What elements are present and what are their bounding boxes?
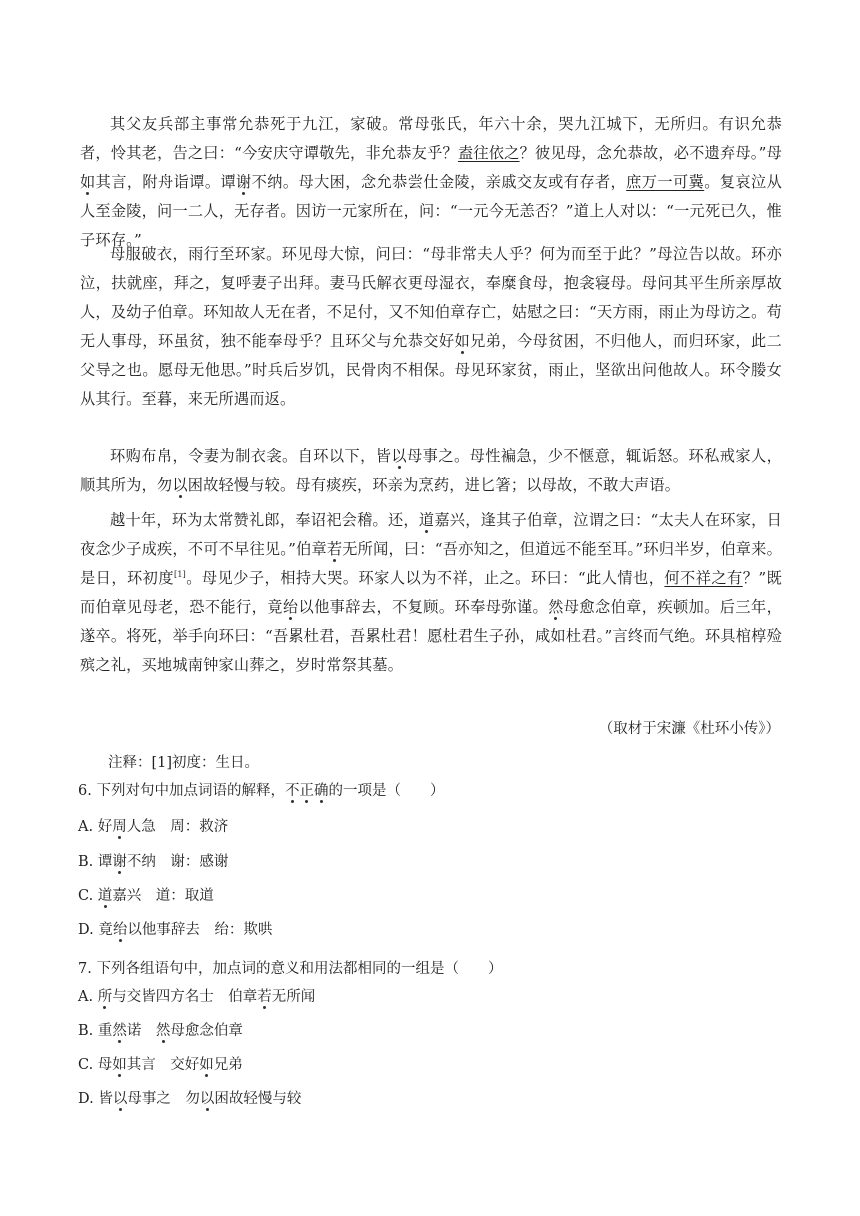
text-run: 其言，附舟诣谭。谭	[95, 173, 237, 191]
dotted-word: 道	[418, 511, 435, 529]
text-run: 兄弟，今母贫困，不归他人，而归环家，此二父导之也。愿母无他思。”时兵后岁饥，民骨肉不相保。母见环家贫，雨止，坚欲出问他故人。环令媵女从其行。至暮，来无所遇而返。	[80, 332, 782, 408]
dotted-word: 以	[172, 476, 188, 494]
dotted-word: 以	[112, 1091, 128, 1107]
underlined-phrase: 何不祥之有	[664, 569, 743, 587]
text-run: 人急 周：救济	[126, 819, 229, 835]
passage-paragraph-2	[80, 240, 782, 414]
dotted-word: 如	[80, 173, 96, 191]
text-run: 皆	[93, 1091, 113, 1107]
text-run: 母愈念伯章，疾顿加。后三年，遂卒。将死，举手向环曰：“吾累杜君，吾累杜君！愿杜君生子孙，咸如杜君。”言终而气绝。环具棺椁殓殡之礼，买地城南钟家山葬之，岁时常祭其墓。	[80, 598, 782, 674]
text-run: 的一项是（ ）	[328, 783, 445, 799]
text-run: 。复哀泣从人至金陵，问一二人，无存者。因访一元家所在，问：“一元今无恙否？”道上人对以：“一元死已久，惟子环存。”	[80, 173, 782, 249]
option-letter: B.	[78, 854, 94, 870]
question-6-option-b[interactable]	[78, 851, 228, 873]
footnote-marker: [1]	[174, 569, 186, 579]
passage-paragraph-4	[80, 506, 782, 680]
passage-paragraph-3	[80, 442, 782, 500]
dotted-word: 若	[326, 540, 343, 558]
dotted-word: 周	[112, 819, 127, 835]
text-run: 诺	[126, 1023, 156, 1039]
text-run: 好	[93, 819, 113, 835]
question-7-option-c[interactable]	[78, 1054, 243, 1076]
text-run: 其言 交好	[126, 1057, 200, 1073]
question-7-stem: 7. 下列各组语句中，加点词的意义和用法都相同的一组是（ ）	[78, 961, 503, 977]
underlined-phrase: 庶万一可冀	[626, 173, 705, 191]
text-run: 困故轻慢与较	[214, 1091, 302, 1107]
text-run: 不纳 谢：感谢	[126, 854, 229, 870]
question-6-stem	[78, 780, 444, 802]
text-run: 谭	[93, 854, 113, 870]
text-run: 以他事辞去，不复顾。环奉母弥谨。	[298, 598, 549, 616]
passage-paragraph-1	[80, 110, 782, 255]
dotted-word: 然	[548, 598, 564, 616]
option-letter: D.	[78, 922, 94, 938]
dotted-word: 如	[112, 1057, 127, 1073]
text-run: 6. 下列对句中加点词语的解释，	[78, 783, 285, 799]
option-letter: D.	[78, 1091, 94, 1107]
text-run: 重	[93, 1023, 113, 1039]
text-run: 嘉兴 道：取道	[112, 888, 214, 904]
dotted-word: 绐	[282, 598, 299, 616]
dotted-word: 然	[112, 1023, 127, 1039]
text-run: 母	[93, 1057, 113, 1073]
text-run: 母愈念伯章	[170, 1023, 243, 1039]
dotted-word: 如	[199, 1057, 214, 1073]
dotted-word: 如	[454, 332, 471, 350]
text-run: 困故轻慢与较。母有痰疾，环亲为烹药，进匕箸；以母故，不敢大声语。	[187, 476, 681, 494]
option-letter: A.	[78, 819, 94, 835]
text-run: 。母见少子，相持大哭。环家人以为不祥，止之。环曰：“此人情也，	[185, 569, 665, 587]
question-6-option-d[interactable]	[78, 919, 272, 941]
option-letter: C.	[78, 1057, 94, 1073]
text-run: ？”既而伯章见母老，恐不能行，竟	[80, 569, 783, 616]
footnote: 注释：[1]初度：生日。	[108, 755, 260, 771]
option-letter: C.	[78, 888, 94, 904]
text-run: 无所闻	[271, 989, 316, 1005]
dotted-word: 若	[257, 989, 272, 1005]
text-run: 竟	[93, 922, 113, 938]
question-7-option-d[interactable]	[78, 1088, 301, 1110]
dotted-word: 然	[155, 1023, 171, 1039]
question-6-option-a[interactable]	[78, 816, 228, 838]
source-citation: （取材于宋濂《杜环小传》）	[598, 721, 780, 737]
dotted-word: 确	[313, 783, 329, 799]
option-letter: B.	[78, 1023, 94, 1039]
dotted-word: 正	[299, 783, 314, 799]
text-run: 母事之。母性褊急，少不惬意，辄诟怒。环私戒家人，顺其所为，勿	[80, 447, 782, 494]
text-run: 母事之 勿	[127, 1091, 200, 1107]
dotted-word: 不	[284, 783, 300, 799]
text-run: 母服破衣，雨行至环家。环见母大惊，问曰：“母非常夫人乎？何为而至于此？”母泣告以故。环亦泣，扶就座，拜之，复呼妻子出拜。妻马氏解衣更母湿衣，奉糜食母，抱衾寝母。母问其平生所亲厚故人，及幼子伯章。环知故人无在者，不足付，又不知伯章存亡，姑慰之曰：“天方雨，雨止为母访之。苟无人事母，环虽贫，独不能奉母乎？且环父与允恭交好	[80, 245, 782, 350]
text-run: 嘉兴，逢其子伯章，泣谓之曰：“太夫人在环家，日夜念少子成疾，不可不早往见。”伯章	[80, 511, 783, 558]
dotted-word: 以	[391, 447, 408, 465]
text-run: 环购布帛，令妻为制衣衾。自环以下，皆	[110, 447, 392, 465]
dotted-word: 所	[97, 989, 113, 1005]
text-run: 以他事辞去 绐：欺哄	[127, 922, 273, 938]
question-7-option-a[interactable]	[78, 986, 315, 1008]
question-6-option-c[interactable]	[78, 885, 214, 907]
text-run: 兄弟	[213, 1057, 243, 1073]
underlined-phrase: 盍往依之	[457, 144, 520, 162]
text-run: 不纳。母大困，念允恭尝仕金陵，亲戚交友或有存者，	[251, 173, 627, 191]
dotted-word: 绐	[112, 922, 128, 938]
text-run	[93, 989, 98, 1005]
dotted-word: 谢	[112, 854, 127, 870]
text-run: 与交皆四方名士 伯章	[112, 989, 258, 1005]
dotted-word: 谢	[236, 173, 252, 191]
text-run: 无所闻，曰：“吾亦知之，但道远不能至耳。”环归半岁，伯章来。是日，环初度	[80, 540, 782, 587]
dotted-word: 道	[97, 888, 113, 904]
text-run: 越十年，环为太常赞礼郎，奉诏祀会稽。还，	[110, 511, 419, 529]
text-run: 其父友兵部主事常允恭死于九江，家破。常母张氏，年六十余，哭九江城下，无所归。有识允恭者，怜其老，告之曰：“今安庆守谭敬先，非允恭友乎？	[80, 115, 782, 162]
text-run: ？彼见母，念允恭故，必不遗弃母。”母	[519, 144, 782, 162]
option-letter: A.	[78, 989, 94, 1005]
dotted-word: 以	[199, 1091, 215, 1107]
question-7-option-b[interactable]	[78, 1020, 243, 1042]
